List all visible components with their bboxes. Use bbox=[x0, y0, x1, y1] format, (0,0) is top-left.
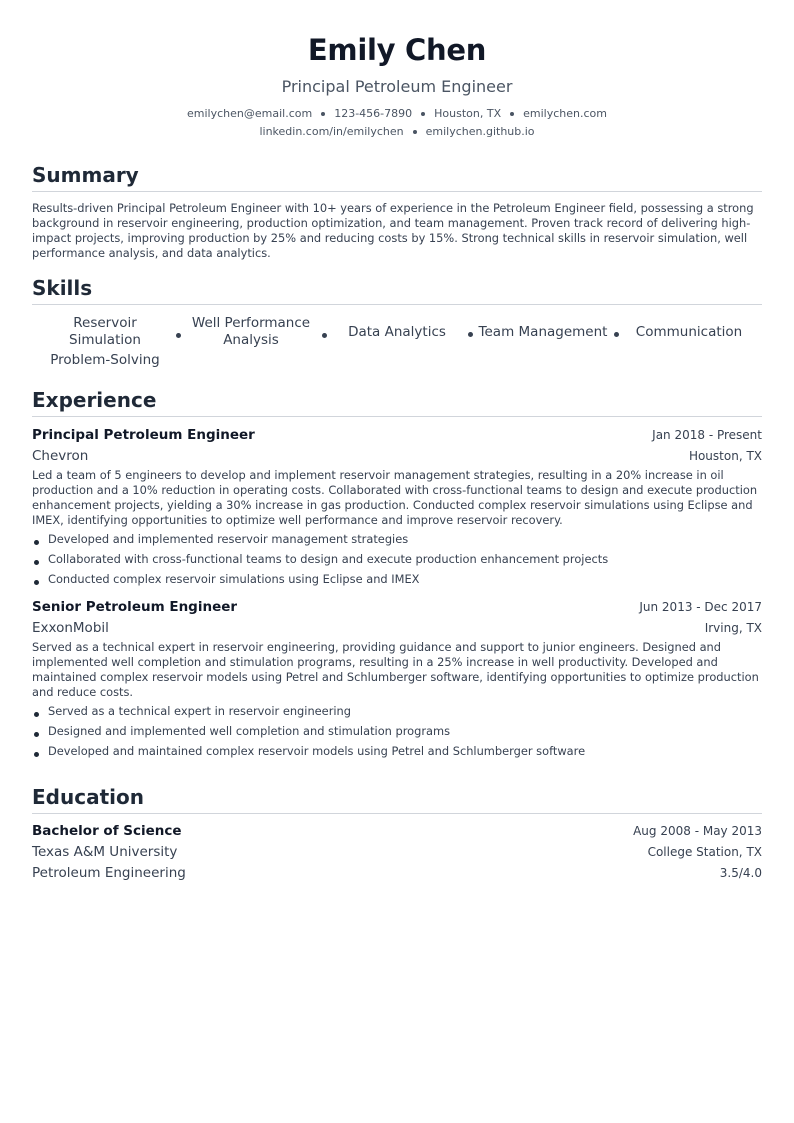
skill-item bbox=[616, 315, 762, 349]
education-entry bbox=[32, 823, 762, 882]
job-entry bbox=[32, 599, 762, 759]
job-entry bbox=[32, 427, 762, 587]
skill-item bbox=[324, 315, 470, 349]
section-heading-education: Education bbox=[32, 785, 762, 814]
contact-linkedin[interactable]: linkedin.com/in/emilychen bbox=[259, 125, 404, 138]
job-bullets bbox=[32, 704, 762, 759]
skill-item bbox=[178, 315, 324, 349]
contact-line-1 bbox=[0, 107, 794, 121]
edu-degree: Bachelor of Science bbox=[32, 823, 182, 839]
skills-section bbox=[32, 276, 762, 369]
section-heading-skills: Skills bbox=[32, 276, 762, 305]
skill-item bbox=[32, 315, 178, 349]
contact-location: Houston, TX bbox=[434, 107, 502, 120]
job-title: Principal Petroleum Engineer bbox=[32, 427, 255, 443]
section-heading-summary: Summary bbox=[32, 163, 762, 192]
job-location: Irving, TX bbox=[704, 621, 762, 635]
bullet-text: Served as a technical expert in reservoir engineering bbox=[48, 704, 351, 718]
edu-dates: Aug 2008 - May 2013 bbox=[633, 824, 762, 838]
job-location: Houston, TX bbox=[688, 449, 762, 463]
bullet-dot bbox=[34, 560, 39, 565]
skill-label: Reservoir Simulation bbox=[69, 315, 141, 348]
job-description: Led a team of 5 engineers to develop and implement reservoir management strategies, resulting in a 20% increase in oil production and a 10% reduction in operating costs. Collaborated with cross-functional teams to design and execute production enhancement projects, yielding a 30% increase in gas production. Conducted complex reservoir simulations using Eclipse and IMEX, identifying opportunities to optimize well performance and improve reservoir recovery. bbox=[32, 468, 758, 527]
candidate-title: Principal Petroleum Engineer bbox=[281, 77, 513, 96]
education-section bbox=[32, 785, 762, 882]
bullet-text: Collaborated with cross-functional teams to design and execute production enhancement projects bbox=[48, 552, 609, 566]
contact-github[interactable]: emilychen.github.io bbox=[425, 125, 535, 138]
separator-dot bbox=[510, 112, 514, 116]
experience-section bbox=[32, 388, 762, 764]
bullet-text: Conducted complex reservoir simulations using Eclipse and IMEX bbox=[48, 572, 420, 586]
skill-label: Team Management bbox=[478, 324, 608, 340]
bullet-dot bbox=[34, 712, 39, 717]
skill-item bbox=[470, 315, 616, 349]
contact-email[interactable]: emilychen@email.com bbox=[187, 107, 313, 120]
skill-label: Well Performance Analysis bbox=[191, 315, 311, 348]
skill-label: Data Analytics bbox=[348, 324, 446, 340]
job-bullet bbox=[32, 724, 762, 739]
edu-school: Texas A&M University bbox=[32, 844, 178, 860]
section-heading-experience: Experience bbox=[32, 388, 762, 417]
job-bullets bbox=[32, 532, 762, 587]
job-bullet bbox=[32, 704, 762, 719]
job-title: Senior Petroleum Engineer bbox=[32, 599, 238, 615]
separator-dot bbox=[421, 112, 425, 116]
bullet-text: Designed and implemented well completion and stimulation programs bbox=[48, 724, 451, 738]
skill-label: Communication bbox=[635, 324, 743, 340]
separator-dot bbox=[321, 112, 325, 116]
bullet-text: Developed and maintained complex reservoir models using Petrel and Schlumberger software bbox=[48, 744, 586, 758]
summary-text: Results-driven Principal Petroleum Engineer with 10+ years of experience in the Petroleum Engineer field, possessing a strong background in reservoir engineering, production optimization, and team management. Proven track record of delivering high-impact projects, improving production by 25% and reducing costs by 15%. Strong technical skills in reservoir simulation, well performance analysis, and data analytics. bbox=[32, 201, 754, 260]
job-bullet bbox=[32, 532, 762, 547]
bullet-dot bbox=[34, 580, 39, 585]
job-company: Chevron bbox=[32, 448, 89, 464]
job-description: Served as a technical expert in reservoir engineering, providing guidance and support to junior engineers. Designed and implemented well completion and stimulation programs, resulting in a 25% increase in well productivity. Developed and maintained complex reservoir models using Petrel and Schlumberger software, identifying opportunities to optimize production and reduce costs. bbox=[32, 640, 759, 699]
skill-label: Problem-Solving bbox=[50, 352, 160, 368]
bullet-dot bbox=[34, 732, 39, 737]
resume-header bbox=[0, 0, 794, 139]
separator-dot bbox=[413, 130, 417, 134]
job-dates: Jun 2013 - Dec 2017 bbox=[639, 600, 762, 614]
job-bullet bbox=[32, 744, 762, 759]
skills-list bbox=[32, 315, 762, 369]
job-bullet bbox=[32, 552, 762, 567]
edu-gpa: 3.5/4.0 bbox=[719, 866, 762, 880]
contact-website[interactable]: emilychen.com bbox=[523, 107, 607, 120]
edu-location: College Station, TX bbox=[647, 845, 762, 859]
summary-section bbox=[32, 163, 762, 261]
contact-line-2 bbox=[0, 125, 794, 139]
bullet-dot bbox=[34, 540, 39, 545]
job-bullet bbox=[32, 572, 762, 587]
bullet-dot bbox=[34, 752, 39, 757]
candidate-name: Emily Chen bbox=[307, 33, 487, 67]
edu-field: Petroleum Engineering bbox=[32, 865, 186, 881]
skill-item bbox=[32, 352, 178, 369]
job-dates: Jan 2018 - Present bbox=[652, 428, 762, 442]
contact-phone[interactable]: 123-456-7890 bbox=[334, 107, 413, 120]
bullet-text: Developed and implemented reservoir management strategies bbox=[48, 532, 409, 546]
job-company: ExxonMobil bbox=[32, 620, 109, 636]
